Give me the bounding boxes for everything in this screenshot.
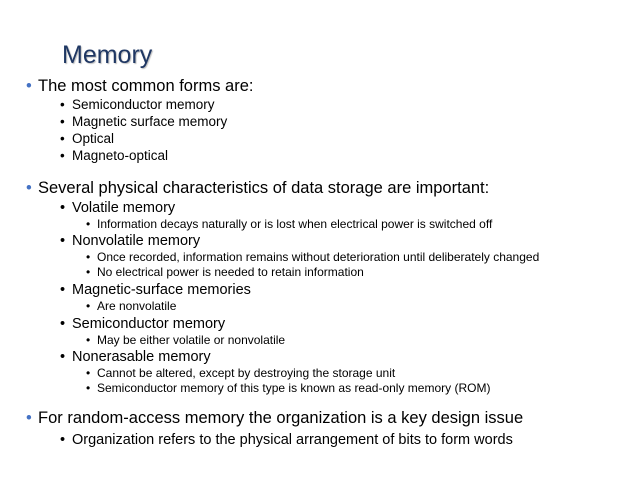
- sub-bullet-text: Volatile memory: [72, 200, 176, 216]
- sub-bullet-item: [60, 113, 227, 130]
- sub-bullet-text: Magnetic-surface memories: [72, 282, 251, 298]
- bullet-icon: •: [86, 381, 91, 395]
- bullet-icon: •: [60, 233, 66, 249]
- bullet-icon: •: [86, 299, 91, 313]
- bullet-icon: •: [86, 265, 91, 279]
- bullet-icon: •: [86, 250, 91, 264]
- sub-sub-bullet-text: Information decays naturally or is lost when electrical power is switched off: [97, 217, 493, 231]
- sub-sub-bullet-text: No electrical power is needed to retain information: [97, 265, 364, 279]
- sub-sub-bullet-item: [86, 250, 539, 265]
- sub-bullet-item: [60, 130, 114, 147]
- sub-sub-bullet-item: [86, 265, 364, 280]
- bullet-icon: •: [60, 200, 66, 216]
- sub-bullet-item: [60, 281, 251, 299]
- slide-title: Memory: [62, 41, 153, 69]
- bullet-icon: •: [60, 316, 66, 332]
- sub-bullet-item: [60, 96, 215, 113]
- sub-sub-bullet-text: Once recorded, information remains without deterioration until deliberately changed: [97, 250, 540, 264]
- bullet-icon: •: [26, 77, 32, 95]
- bullet-icon: •: [86, 217, 91, 231]
- bullet-icon: •: [26, 409, 32, 427]
- sub-sub-bullet-item: [86, 217, 492, 232]
- sub-sub-bullet-text: Are nonvolatile: [97, 299, 177, 313]
- sub-bullet-text: Nonerasable memory: [72, 349, 211, 365]
- sub-sub-bullet-text: Semiconductor memory of this type is known as read-only memory (ROM): [97, 381, 491, 395]
- sub-sub-bullet-item: [86, 333, 285, 348]
- bullet-icon: •: [60, 114, 65, 129]
- bullet-item: [26, 408, 523, 428]
- sub-bullet-text: Semiconductor memory: [72, 97, 215, 112]
- sub-sub-bullet-item: [86, 366, 395, 381]
- sub-bullet-item: [60, 431, 513, 449]
- bullet-icon: •: [60, 131, 65, 146]
- sub-bullet-text: Semiconductor memory: [72, 316, 226, 332]
- bullet-text: For random-access memory the organization is a key design issue: [38, 409, 524, 427]
- sub-bullet-item: [60, 315, 225, 333]
- sub-bullet-item: [60, 147, 168, 164]
- sub-bullet-item: [60, 348, 211, 366]
- bullet-icon: •: [86, 366, 91, 380]
- sub-bullet-text: Nonvolatile memory: [72, 233, 201, 249]
- bullet-text: Several physical characteristics of data storage are important:: [38, 179, 490, 197]
- bullet-icon: •: [60, 97, 65, 112]
- bullet-icon: •: [60, 148, 65, 163]
- bullet-icon: •: [86, 333, 91, 347]
- sub-bullet-item: [60, 199, 175, 217]
- bullet-icon: •: [60, 282, 66, 298]
- bullet-item: [26, 76, 253, 96]
- sub-sub-bullet-text: Cannot be altered, except by destroying the storage unit: [97, 366, 396, 380]
- sub-sub-bullet-item: [86, 381, 490, 396]
- bullet-text: The most common forms are:: [38, 77, 254, 95]
- sub-bullet-text: Optical: [72, 131, 115, 146]
- sub-bullet-text: Magneto-optical: [72, 148, 169, 163]
- sub-sub-bullet-item: [86, 299, 176, 314]
- sub-bullet-text: Magnetic surface memory: [72, 114, 228, 129]
- bullet-icon: •: [60, 432, 66, 448]
- bullet-icon: •: [26, 179, 32, 197]
- sub-bullet-item: [60, 232, 200, 250]
- sub-sub-bullet-text: May be either volatile or nonvolatile: [97, 333, 286, 347]
- sub-bullet-text: Organization refers to the physical arrangement of bits to form words: [72, 432, 513, 448]
- bullet-icon: •: [60, 349, 66, 365]
- bullet-item: [26, 178, 489, 198]
